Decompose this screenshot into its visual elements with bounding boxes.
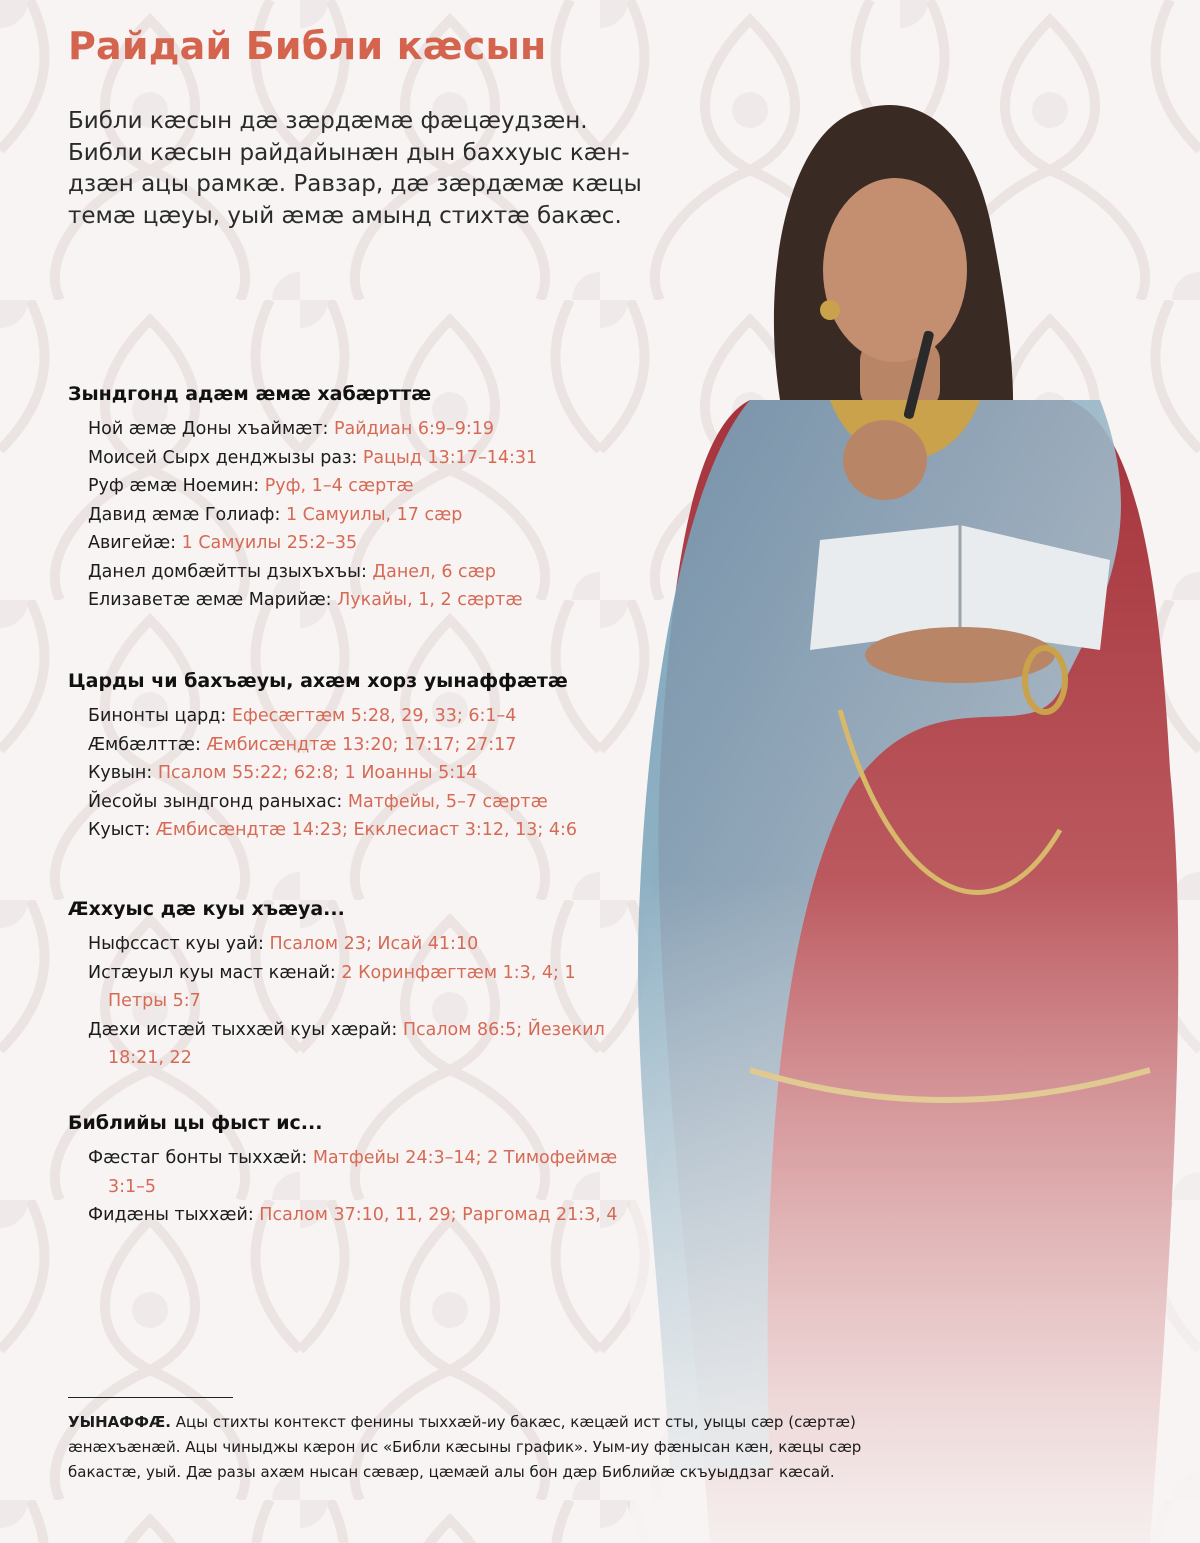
section-life-advice: [68, 670, 628, 845]
scripture-reference: Матфейы, 5–7 сæртæ: [347, 791, 548, 812]
topic-item: [88, 759, 628, 788]
topic-label: Кувын:: [88, 763, 158, 783]
page-title: Райдай Библи кæсын: [68, 24, 547, 68]
topic-label: Ныфссаст куы уай:: [88, 934, 270, 954]
topic-item: [88, 501, 628, 530]
topic-item: [88, 959, 628, 1016]
footnote-label: УЫНАФФÆ.: [68, 1413, 171, 1431]
section-heading: Царды чи бахъæуы, ахæм хорз уынаффæтæ: [68, 670, 568, 692]
topic-label: Фидæны тыххæй:: [88, 1205, 260, 1225]
scripture-reference: Псалом 55:22; 62:8; 1 Иоанны 5:14: [157, 763, 478, 783]
topic-label: Ной æмæ Доны хъаймæт:: [88, 419, 334, 439]
scripture-reference: Данел, 6 сæр: [372, 561, 496, 582]
topic-label: Йесойы зындгонд раныхас:: [88, 791, 348, 812]
scripture-reference: Æмбисæндтæ 13:20; 17:17; 27:17: [206, 734, 517, 755]
section-bible-says: [68, 1112, 628, 1230]
topic-item: [88, 586, 628, 615]
topic-item: [88, 930, 628, 959]
section-famous-people: [68, 383, 628, 615]
topic-label: Истæуыл куы маст кæнай:: [88, 962, 342, 983]
scripture-reference: Псалом 37:10, 11, 29; Раргомад 21:3, 4: [259, 1205, 618, 1225]
scripture-reference: 1 Самуилы, 17 сæр: [285, 504, 463, 525]
topic-label: Дæхи истæй тыххæй куы хæрай:: [88, 1019, 403, 1040]
woman-reading-illustration: [630, 70, 1200, 1543]
topic-label: Елизаветæ æмæ Марийæ:: [88, 590, 338, 610]
topic-item: [88, 702, 628, 731]
footnote-tip: [68, 1410, 928, 1485]
scripture-reference: 1 Самуилы 25:2–35: [181, 533, 358, 553]
topic-item: [88, 1144, 628, 1201]
topic-item: [88, 472, 628, 501]
section-heading: Æххуыс дæ куы хъæуа...: [68, 898, 345, 920]
topic-item: [88, 1201, 628, 1230]
topic-item: [88, 1016, 628, 1073]
scripture-reference: Псалом 86:5; Йезекил 18:21, 22: [108, 1019, 605, 1068]
topic-label: Данел домбæйтты дзыхъхъы:: [88, 561, 373, 582]
scripture-reference: Райдиан 6:9–9:19: [334, 419, 495, 439]
topic-item: [88, 788, 628, 817]
scripture-reference: Рацыд 13:17–14:31: [362, 447, 538, 468]
topic-item: [88, 444, 628, 473]
section-when-help-needed: [68, 898, 628, 1073]
scripture-reference: Æмбисæндтæ 14:23; Екклесиаст 3:12, 13; 4:6: [155, 820, 578, 840]
footnote-divider: [68, 1397, 233, 1398]
section-heading: Зындгонд адæм æмæ хабæрттæ: [68, 383, 432, 405]
topic-item: [88, 529, 628, 558]
topic-label: Моисей Сырх денджызы раз:: [88, 447, 363, 468]
scripture-reference: Руф, 1–4 сæртæ: [264, 476, 414, 496]
topic-item: [88, 816, 628, 845]
scripture-reference: Матфейы 24:3–14; 2 Тимофеймæ 3:1–5: [108, 1148, 618, 1197]
topic-label: Фæстаг бонты тыххæй:: [88, 1148, 313, 1168]
scripture-reference: Лукайы, 1, 2 сæртæ: [337, 590, 523, 610]
topic-label: Бинонты цард:: [88, 706, 232, 726]
scripture-reference: 2 Коринфæгтæм 1:3, 4; 1 Петры 5:7: [108, 962, 576, 1011]
topic-item: [88, 731, 628, 760]
topic-item: [88, 558, 628, 587]
topic-label: Давид æмæ Голиаф:: [88, 504, 286, 525]
footnote-text: Ацы стихты контекст фенины тыххæй-иу бакæс, кæцæй ист сты, уыцы сæр (сæртæ) æнæхъæнæй. Ацы чиныджы кæрон ис «Библи кæсыны график». Уым-иу фæнысан кæн, кæцы сæр бакастæ, уый. Дæ разы ахæм нысан сæвæр, цæмæй алы бон дæр Библийæ скъуыддзаг кæсай.: [68, 1413, 862, 1481]
topic-label: Куыст:: [88, 820, 156, 840]
scripture-reference: Псалом 23; Исай 41:10: [269, 934, 479, 954]
topic-item: [88, 415, 628, 444]
section-heading: Библийы цы фыст ис...: [68, 1112, 323, 1134]
topic-label: Æмбæлттæ:: [88, 734, 207, 755]
scripture-reference: Ефесæгтæм 5:28, 29, 33; 6:1–4: [231, 706, 517, 726]
intro-text: Библи кæсын дæ зæрдæмæ фæцæудзæн. Библи кæсын райдайынæн дын баххуыс кæн-дзæн ацы рамкæ. Равзар, дæ зæрдæмæ кæцы темæ цæуы, уый æмæ амынд стихтæ бакæс.: [68, 108, 642, 229]
topic-label: Авигейæ:: [88, 533, 182, 553]
topic-label: Руф æмæ Ноемин:: [88, 476, 265, 496]
